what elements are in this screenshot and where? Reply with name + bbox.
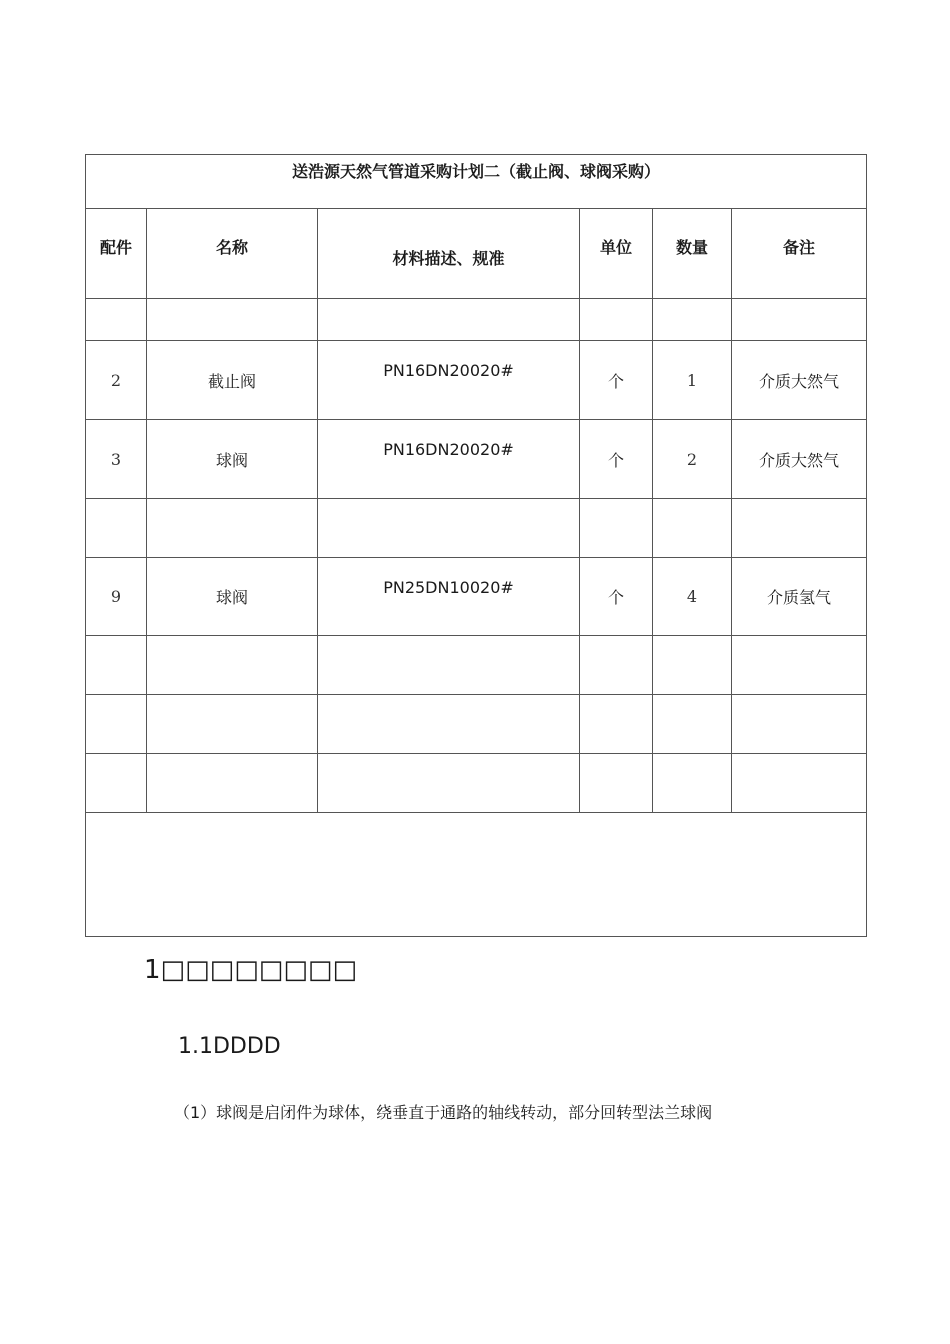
cell-remark <box>732 636 867 695</box>
body-paragraph: （1）球阀是启闭件为球体，绕垂直于通路的轴线转动，部分回转型法兰球阀 <box>174 1103 713 1122</box>
table-row <box>86 499 867 558</box>
cell-spec <box>318 299 580 341</box>
cell-unit <box>580 754 653 813</box>
cell-part: 2 <box>86 341 147 420</box>
table-row <box>86 299 867 341</box>
cell-unit: 个 <box>580 558 653 636</box>
cell-name <box>147 636 318 695</box>
cell-part: 9 <box>86 558 147 636</box>
cell-quantity <box>653 299 732 341</box>
cell-quantity <box>653 754 732 813</box>
cell-remark <box>732 299 867 341</box>
header-cell-quantity: 数量 <box>653 209 732 299</box>
table-row <box>86 420 867 499</box>
cell-remark: 介质大然气 <box>732 341 867 420</box>
cell-name <box>147 299 318 341</box>
cell-name <box>147 499 318 558</box>
cell-spec <box>318 695 580 754</box>
header-cell-part: 配件 <box>86 209 147 299</box>
cell-name: 球阀 <box>147 420 318 499</box>
table-row <box>86 754 867 813</box>
cell-quantity <box>653 695 732 754</box>
cell-remark <box>732 754 867 813</box>
header-row <box>86 209 867 299</box>
cell-unit <box>580 299 653 341</box>
cell-quantity: 1 <box>653 341 732 420</box>
cell-remark: 介质大然气 <box>732 420 867 499</box>
cell-quantity <box>653 499 732 558</box>
header-cell-spec: 材料描述、规准 <box>318 209 580 299</box>
table-footer-row <box>86 813 867 937</box>
table-row <box>86 558 867 636</box>
table-footer-cell <box>86 813 867 937</box>
cell-spec <box>318 499 580 558</box>
cell-remark <box>732 695 867 754</box>
cell-quantity: 4 <box>653 558 732 636</box>
cell-name <box>147 754 318 813</box>
header-cell-remark: 备注 <box>732 209 867 299</box>
cell-unit: 个 <box>580 341 653 420</box>
cell-spec: PN16DN20020# <box>318 341 580 420</box>
cell-part <box>86 499 147 558</box>
cell-spec <box>318 754 580 813</box>
cell-spec: PN16DN20020# <box>318 420 580 499</box>
procurement-table <box>85 154 867 937</box>
subsection-heading: 1.1DDDD <box>178 1034 281 1059</box>
header-cell-unit: 单位 <box>580 209 653 299</box>
cell-part <box>86 695 147 754</box>
cell-unit <box>580 695 653 754</box>
cell-name: 球阀 <box>147 558 318 636</box>
section-heading: 1□□□□□□□□ <box>144 955 358 985</box>
table-row <box>86 636 867 695</box>
cell-part <box>86 754 147 813</box>
cell-unit: 个 <box>580 420 653 499</box>
cell-name: 截止阀 <box>147 341 318 420</box>
cell-remark: 介质氢气 <box>732 558 867 636</box>
cell-spec <box>318 636 580 695</box>
cell-quantity: 2 <box>653 420 732 499</box>
cell-part: 3 <box>86 420 147 499</box>
cell-unit <box>580 636 653 695</box>
cell-unit <box>580 499 653 558</box>
cell-part <box>86 299 147 341</box>
table-row <box>86 341 867 420</box>
cell-part <box>86 636 147 695</box>
table-title: 送浩源天然气管道采购计划二（截止阀、球阀采购） <box>86 155 867 209</box>
cell-quantity <box>653 636 732 695</box>
cell-remark <box>732 499 867 558</box>
table-row <box>86 695 867 754</box>
cell-name <box>147 695 318 754</box>
cell-spec: PN25DN10020# <box>318 558 580 636</box>
header-cell-name: 名称 <box>147 209 318 299</box>
